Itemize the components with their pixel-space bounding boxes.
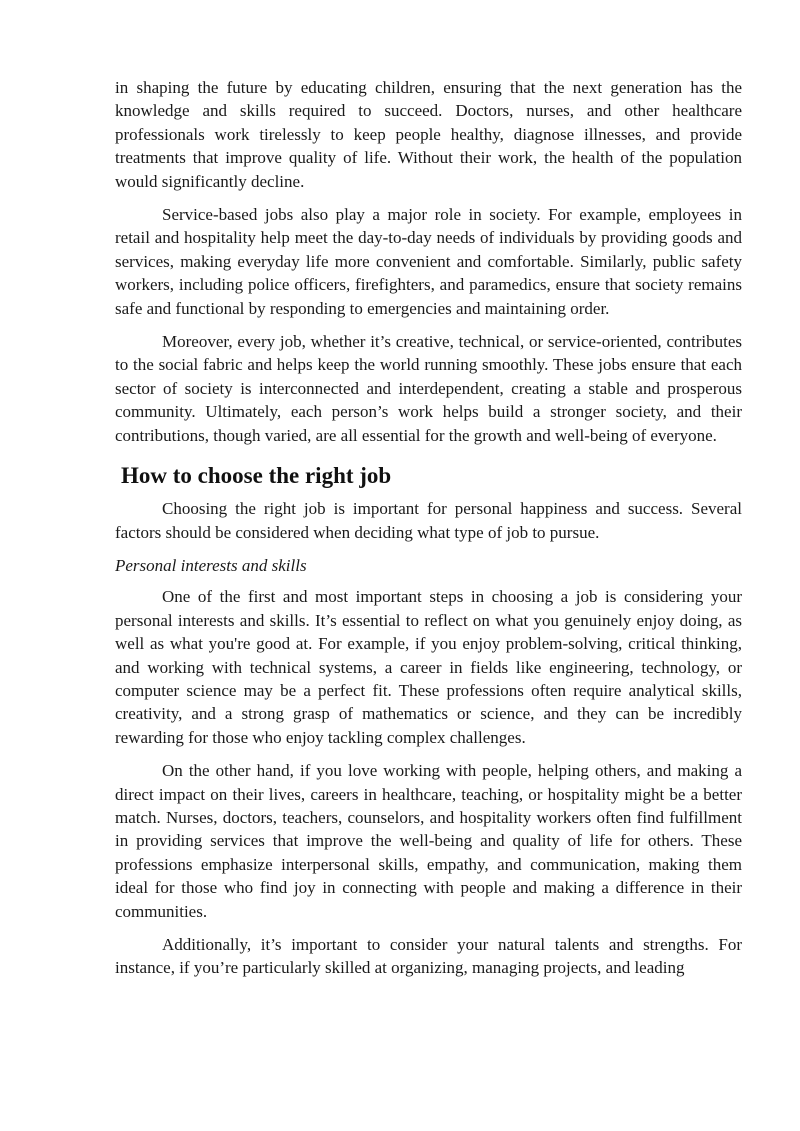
intro-paragraph: Choosing the right job is important for personal happiness and success. Several factors should be considered when deciding what type of job to pursue. xyxy=(115,499,742,542)
body-paragraph: Service-based jobs also play a major role in society. For example, employees in retail and hospitality help meet the day-to-day needs of individuals by providing goods and services, making everyday life more convenient and comfortable. Similarly, public safety workers, including police officers, firefighters, and paramedics, ensure that society remains safe and functional by responding to emergencies and maintaining order. xyxy=(115,205,742,318)
body-paragraph: Additionally, it’s important to consider your natural talents and strengths. For instance, if you’re particularly skilled at organizing, managing projects, and leading xyxy=(115,935,742,978)
subsection-heading: Personal interests and skills xyxy=(115,555,307,575)
body-paragraph: On the other hand, if you love working with people, helping others, and making a direct impact on their lives, careers in healthcare, teaching, or hospitality might be a better match. Nurses, doctors, teachers, counselors, and hospitality workers often find fulfillment in providing services that improve the well-being and quality of life for others. These professions emphasize interpersonal skills, empathy, and communication, making them ideal for those who find joy in connecting with people and making a difference in their communities. xyxy=(115,761,742,921)
body-paragraph: One of the first and most important steps in choosing a job is considering your personal interests and skills. It’s essential to reflect on what you genuinely enjoy doing, as well as what you're good at. For example, if you enjoy problem-solving, critical thinking, and working with technical systems, a career in fields like engineering, technology, or computer science may be a perfect fit. These professions often require analytical skills, creativity, and a strong grasp of mathematics or science, and they can be incredibly rewarding for those who enjoy tackling complex challenges. xyxy=(115,587,742,747)
section-heading: How to choose the right job xyxy=(121,463,392,489)
body-paragraph: in shaping the future by educating children, ensuring that the next generation has the knowledge and skills required to succeed. Doctors, nurses, and other healthcare professionals work tirelessly to keep people healthy, diagnose illnesses, and provide treatments that improve quality of life. Without their work, the health of the population would significantly decline. xyxy=(115,78,742,191)
body-paragraph: Moreover, every job, whether it’s creative, technical, or service-oriented, contributes to the social fabric and helps keep the world running smoothly. These jobs ensure that each sector of society is interconnected and interdependent, creating a stable and prosperous community. Ultimately, each person’s work helps build a stronger society, and their contributions, though varied, are all essential for the growth and well-being of everyone. xyxy=(115,332,742,445)
document-page xyxy=(115,76,742,990)
